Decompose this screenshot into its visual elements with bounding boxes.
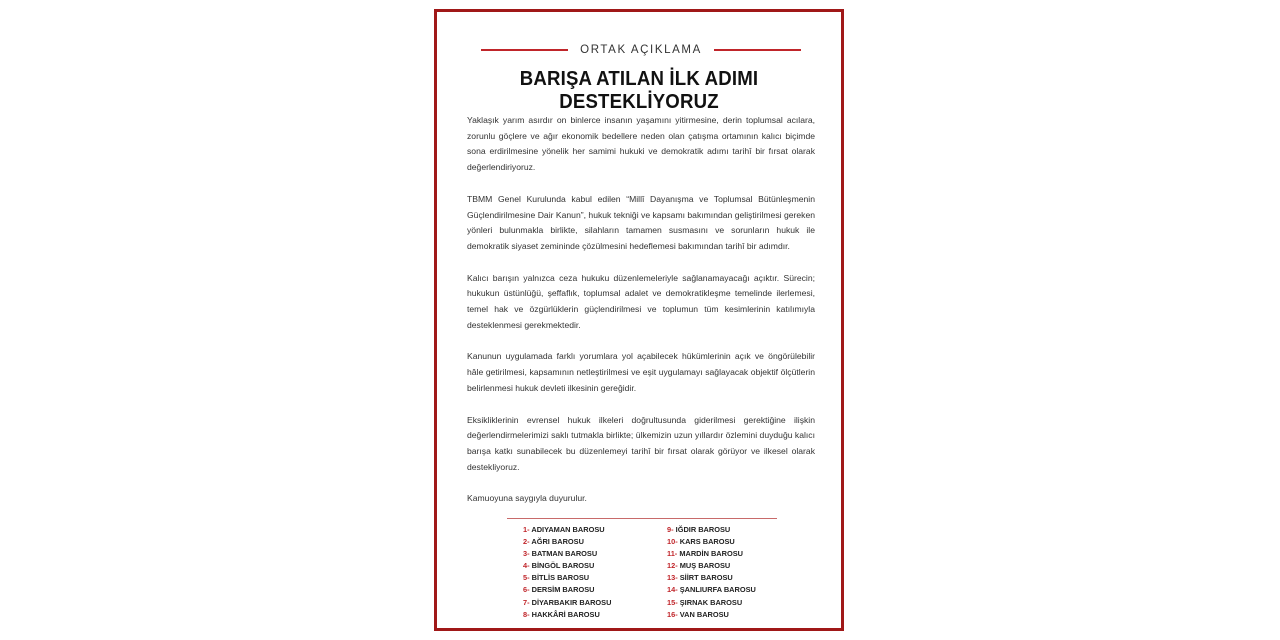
bar-item (523, 609, 667, 621)
kicker-row (481, 40, 801, 60)
bar-item (523, 584, 667, 596)
bar-name: BİNGÖL BAROSU (531, 561, 595, 571)
bar-number: 10- (667, 537, 678, 547)
bar-number: 3- (523, 549, 530, 559)
bar-item (523, 524, 667, 536)
bar-number: 2- (523, 537, 530, 547)
bar-name: ŞANLIURFA BAROSU (679, 585, 756, 595)
bar-name: DERSİM BAROSU (531, 585, 595, 595)
bars-column-right (667, 524, 783, 621)
paragraph-4: Kanunun uygulamada farklı yorumlara yol açabilecek hükümlerinin açık ve öngörülebilir hâle getirilmesi, kapsamının netleştirilmesi ve eşit uygulamayı sağlayacak objektif ölçütlerin belirlenmesi hukuk devleti ilkesinin gereğidir. (467, 351, 815, 393)
bar-name: VAN BAROSU (679, 609, 729, 619)
paragraph-3: Kalıcı barışın yalnızca ceza hukuku düzenlemeleriyle sağlanamayacağı açıktır. Sürecin; hukukun üstünlüğü, şeffaflık, toplumsal adalet ve demokratikleşme temelinde ilerlemesi, temel hak ve özgürlüklerin güçlendirilmesi ve toplumun tüm kesimlerinin katılımıyla desteklenmesi gerekmektedir. (467, 272, 815, 330)
signatories-divider (507, 518, 777, 519)
bar-name: ADIYAMAN BAROSU (531, 525, 605, 534)
bar-number: 6- (523, 585, 530, 595)
bar-name: BİTLİS BAROSU (531, 573, 590, 583)
signatory-bars-list (523, 524, 783, 621)
bar-name: DİYARBAKIR BAROSU (531, 597, 612, 607)
bar-item (667, 609, 783, 621)
bar-name: HAKKÂRİ BAROSU (531, 609, 600, 619)
bar-item (667, 524, 783, 536)
bar-item (523, 597, 667, 609)
bar-item (667, 584, 783, 596)
bars-column-left (523, 524, 667, 621)
bar-number: 15- (667, 597, 678, 607)
bar-item (667, 536, 783, 548)
document-body (467, 113, 815, 507)
paragraph-2: TBMM Genel Kurulunda kabul edilen “Millî Dayanışma ve Toplumsal Bütünleşmenin Güçlendirilmesine Dair Kanun”, hukuk tekniği ve kapsamı bakımından geliştirilmesi gereken yönleri bulunmakla birlikte, silahların tamamen susmasını ve sorunların hukuk ile demokratik siyaset zemininde çözülmesini hedeflemesi bakımından tarihî bir adımdır. (467, 193, 815, 251)
bar-name: SİİRT BAROSU (679, 573, 733, 583)
bar-number: 11- (667, 549, 678, 559)
bar-number: 13- (667, 573, 678, 583)
document-title: BARIŞA ATILAN İLK ADIMI DESTEKLİYORUZ (519, 68, 759, 113)
bar-name: BATMAN BAROSU (531, 549, 598, 559)
paragraph-5: Eksikliklerinin evrensel hukuk ilkeleri doğrultusunda giderilmesi gerektiğine ilişkin değerlendirmelerimizi saklı tutmakla birlikte; ülkemizin uzun yıllardır özlemini duyduğu kalıcı barışa katkı sunabilecek bu düzenlemeyi tarihî bir fırsat olarak görüyor ve ilkesel olarak destekliyoruz. (467, 414, 815, 472)
bar-name: AĞRI BAROSU (531, 537, 584, 547)
bar-number: 4- (523, 561, 530, 571)
bar-number: 16- (667, 609, 678, 619)
bar-item (523, 572, 667, 584)
bar-number: 5- (523, 573, 530, 583)
bar-number: 12- (667, 561, 678, 571)
bar-number: 1- (523, 525, 530, 534)
statement-document (434, 9, 844, 631)
bar-name: MUŞ BAROSU (679, 561, 731, 571)
bar-name: ŞIRNAK BAROSU (679, 597, 743, 607)
kicker-label: ORTAK AÇIKLAMA (580, 44, 702, 56)
bar-item (667, 548, 783, 560)
bar-name: IĞDIR BAROSU (675, 525, 731, 534)
bar-number: 7- (523, 597, 530, 607)
bar-number: 8- (523, 609, 530, 619)
bar-item (523, 536, 667, 548)
bar-name: MARDİN BAROSU (679, 549, 743, 559)
bar-name: KARS BAROSU (679, 537, 735, 547)
bar-item (667, 597, 783, 609)
bar-number: 14- (667, 585, 678, 595)
bar-item (667, 560, 783, 572)
kicker-divider-right (714, 49, 801, 51)
closing-line: Kamuoyuna saygıyla duyurulur. (467, 493, 587, 504)
bar-item (523, 548, 667, 560)
kicker-divider-left (481, 49, 568, 51)
paragraph-1: Yaklaşık yarım asırdır on binlerce insanın yaşamını yitirmesine, derin toplumsal acılara, zorunlu göçlere ve ağır ekonomik bedellere neden olan çatışma ortamının kalıcı biçimde sona erdirilmesine yönelik her samimi hukuki ve demokratik adımı tarihî bir fırsat olarak değerlendiriyoruz. (467, 115, 815, 173)
bar-item (523, 560, 667, 572)
bar-number: 9- (667, 525, 674, 534)
bar-item (667, 572, 783, 584)
